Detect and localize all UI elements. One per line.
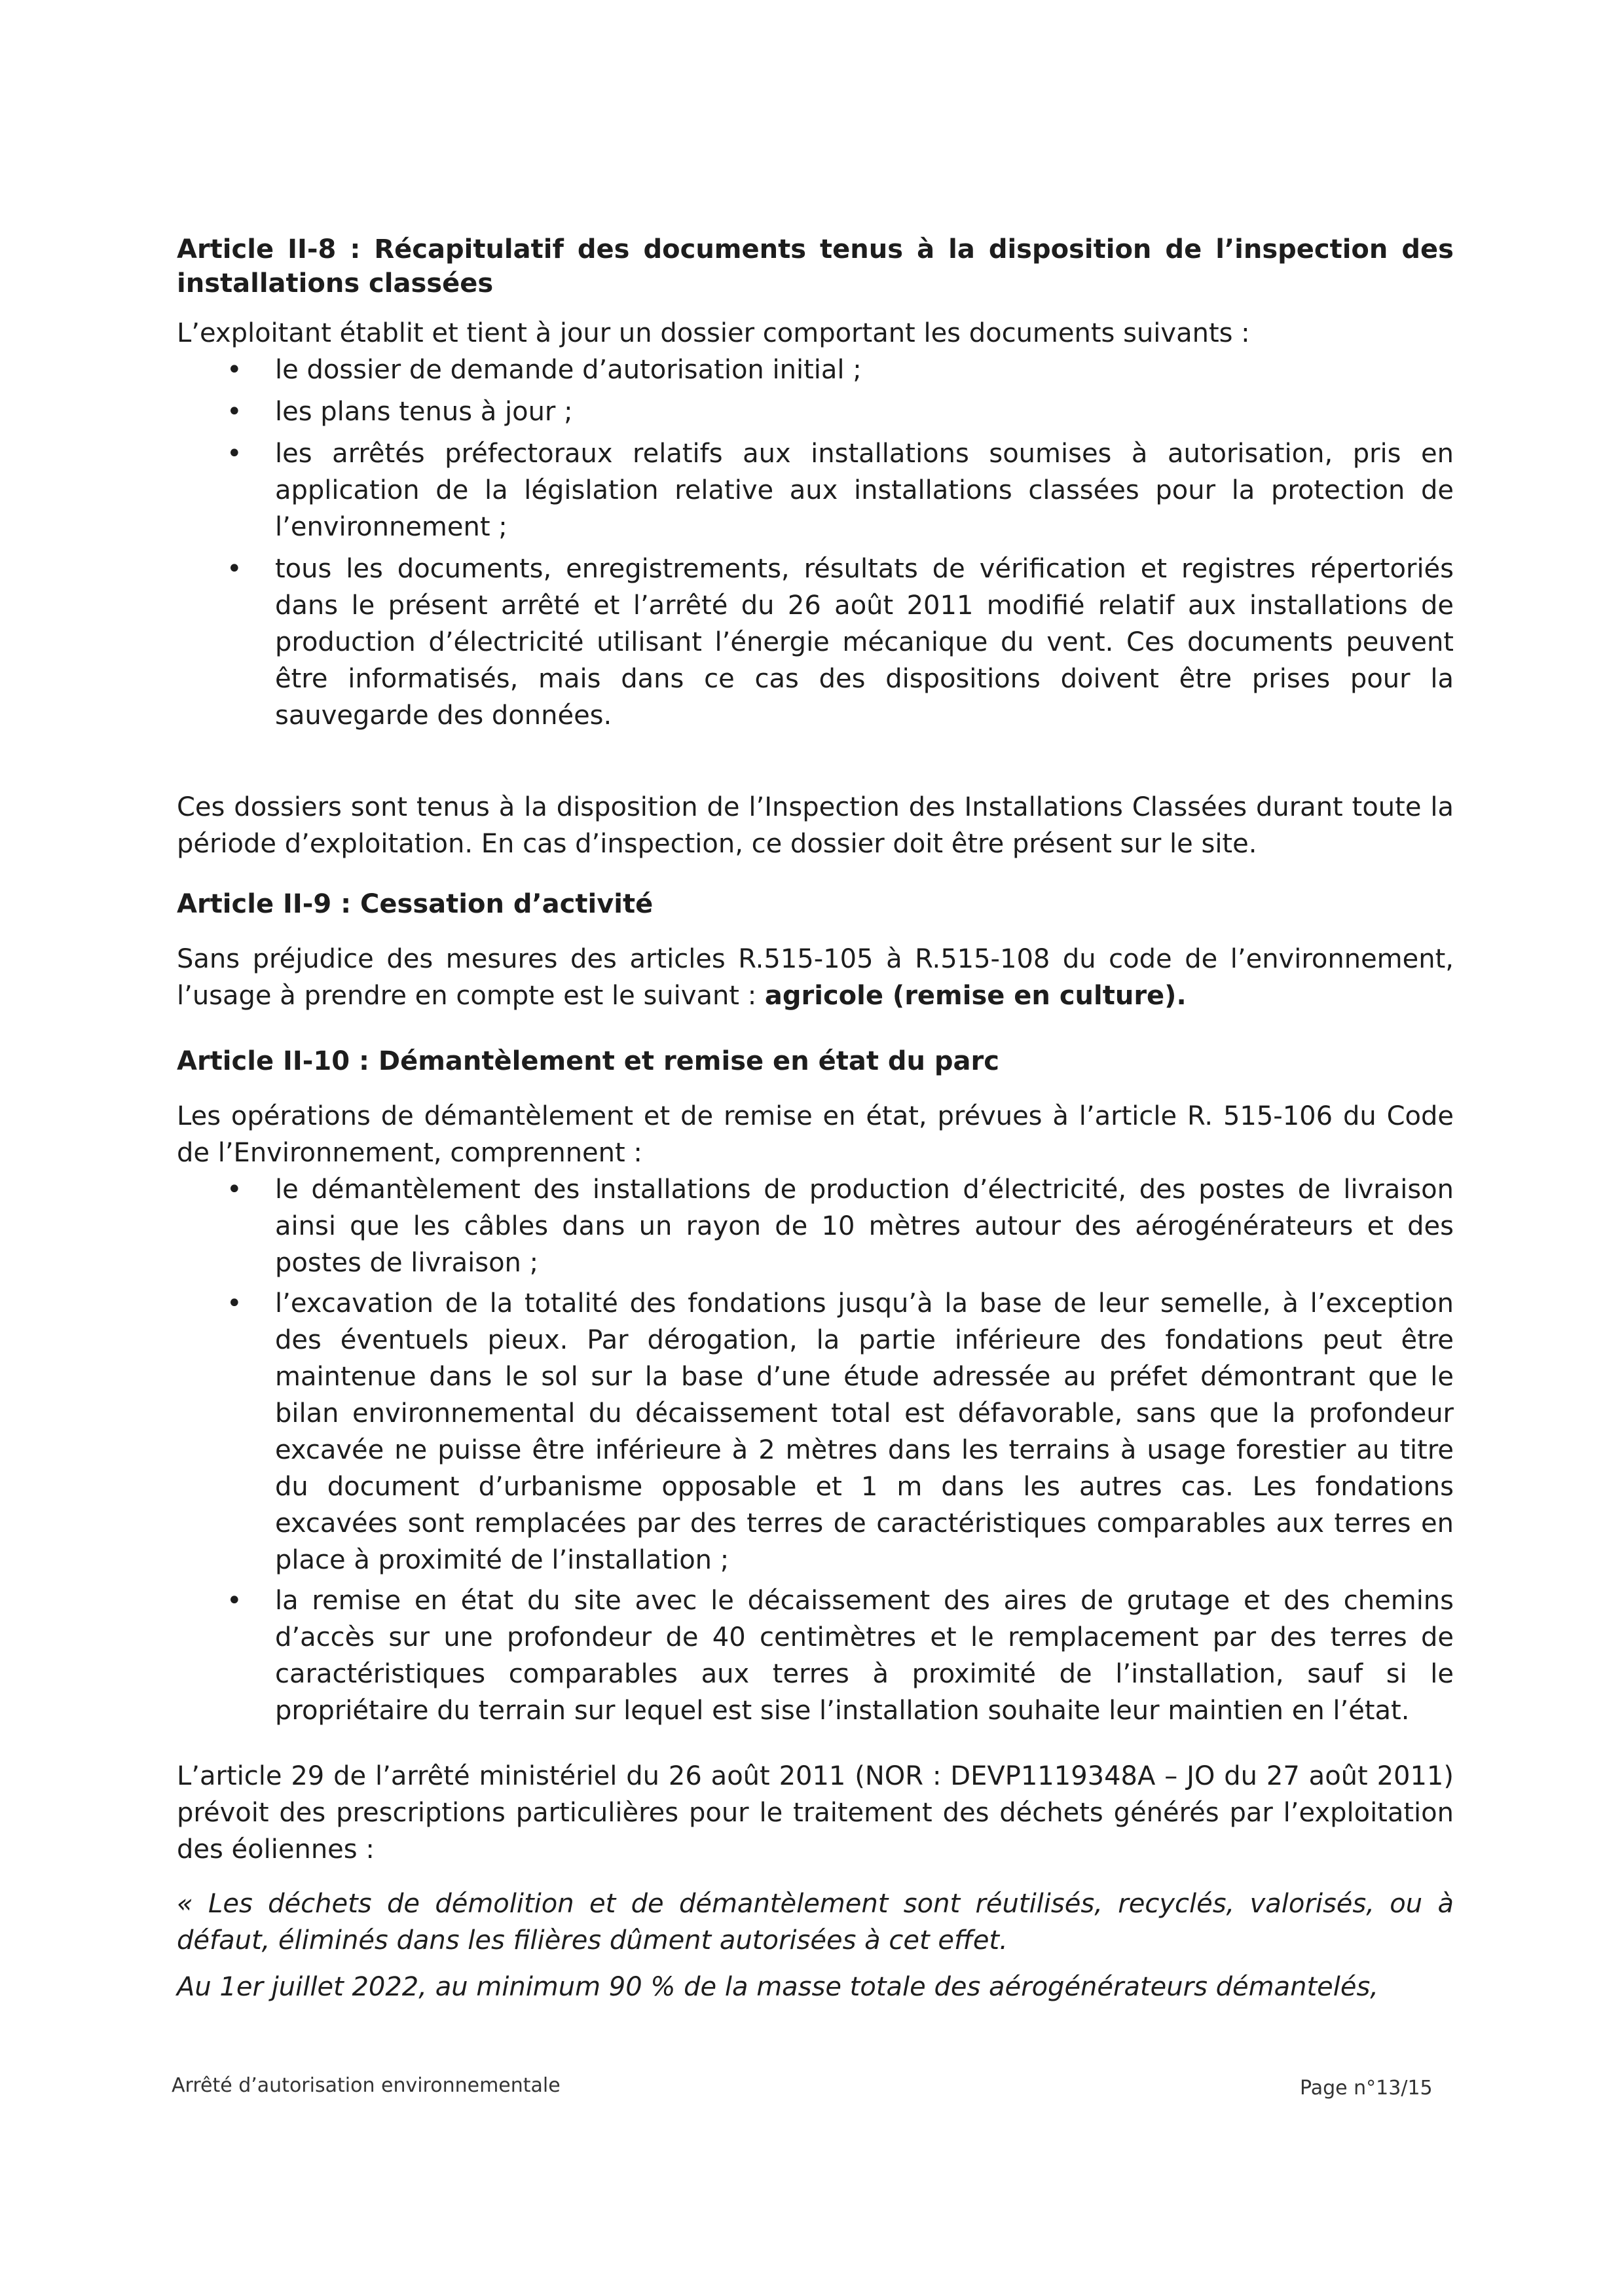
- quote-paragraph-2: Au 1er juillet 2022, au minimum 90 % de la masse totale des aérogénérateurs démantelés,: [177, 1972, 1379, 2002]
- article-9-text: Sans préjudice des mesures des articles R.515-105 à R.515-108 du code de l’environnement, l’usage à prendre en compte est le suivant : agricole (remise en culture).: [177, 944, 1454, 1011]
- article-8-section: [177, 232, 1454, 739]
- footer-title: Arrêté d’autorisation environnementale: [172, 2074, 561, 2097]
- list-item: • la remise en état du site avec le décaissement des aires de grutage et des chemins d’accès sur une profondeur de 40 centimètres et le remplacement par des terres de caractéristiques comparables aux terres à proximité de l’installation, sauf si le propriétaire du terrain sur lequel est sise l’installation souhaite leur maintien en l’état.: [177, 1582, 1454, 1729]
- article-8-list: [177, 352, 1454, 734]
- list-item: • les plans tenus à jour ;: [177, 393, 1454, 430]
- bullet-icon: •: [227, 1175, 242, 1205]
- list-item: • les arrêtés préfectoraux relatifs aux installations soumises à autorisation, pris en application de la législation relative aux installations classées pour la protection de l’environnement ;: [177, 435, 1454, 545]
- article-8-title: Article II-8 : Récapitulatif des documents tenus à la disposition de l’inspection des installations classées: [177, 234, 1454, 299]
- bullet-icon: •: [227, 397, 242, 427]
- page-number: Page n°13/15: [1300, 2077, 1433, 2100]
- article-9-title: Article II-9 : Cessation d’activité: [177, 889, 654, 919]
- list-item: • le dossier de demande d’autorisation initial ;: [177, 352, 1454, 388]
- list-item: • tous les documents, enregistrements, résultats de vérification et registres répertoriés dans le présent arrêté et l’arrêté du 26 août 2011 modifié relatif aux installations de production d’électricité utilisant l’énergie mécanique du vent. Ces documents peuvent être informatisés, mais dans ce cas des dispositions doivent être prises pour la sauvegarde des données.: [177, 551, 1454, 734]
- bullet-icon: •: [227, 1586, 242, 1616]
- article-9-section: [177, 887, 1454, 1014]
- bullet-icon: •: [227, 439, 242, 469]
- article-10-title: Article II-10 : Démantèlement et remise en état du parc: [177, 1046, 999, 1076]
- article-10-list: [177, 1171, 1454, 1729]
- article-8-intro: L’exploitant établit et tient à jour un dossier comportant les documents suivants :: [177, 318, 1250, 348]
- closing-paragraph: L’article 29 de l’arrêté ministériel du 26 août 2011 (NOR : DEVP1119348A – JO du 27 août 2011) prévoit des prescriptions particulières pour le traitement des déchets générés par l’exploitation des éoliennes :: [177, 1761, 1454, 1865]
- dossiers-paragraph: Ces dossiers sont tenus à la disposition de l’Inspection des Installations Classées durant toute la période d’exploitation. En cas d’inspection, ce dossier doit être présent sur le site.: [177, 792, 1454, 859]
- list-item: • l’excavation de la totalité des fondations jusqu’à la base de leur semelle, à l’exception des éventuels pieux. Par dérogation, la partie inférieure des fondations peut être maintenue dans le sol sur la base d’une étude adressée au préfet démontrant que le bilan environnemental du décaissement total est défavorable, sans que la profondeur excavée ne puisse être inférieure à 2 mètres dans les terrains à usage forestier au titre du document d’urbanisme opposable et 1 m dans les autres cas. Les fondations excavées sont remplacées par des terres de caractéristiques comparables aux terres en place à proximité de l’installation ;: [177, 1285, 1454, 1578]
- bullet-icon: •: [227, 355, 242, 385]
- article-10-section: [177, 1044, 1454, 1733]
- article-10-intro: Les opérations de démantèlement et de remise en état, prévues à l’article R. 515-106 du Code de l’Environnement, comprennent :: [177, 1101, 1454, 1168]
- list-item: • le démantèlement des installations de production d’électricité, des postes de livraison ainsi que les câbles dans un rayon de 10 mètres autour des aérogénérateurs et des postes de livraison ;: [177, 1171, 1454, 1281]
- bullet-icon: •: [227, 554, 242, 584]
- quote-paragraph-1: « Les déchets de démolition et de démantèlement sont réutilisés, recyclés, valorisés, ou à défaut, éliminés dans les filières dûment autorisées à cet effet.: [177, 1889, 1454, 1956]
- bullet-icon: •: [227, 1288, 242, 1319]
